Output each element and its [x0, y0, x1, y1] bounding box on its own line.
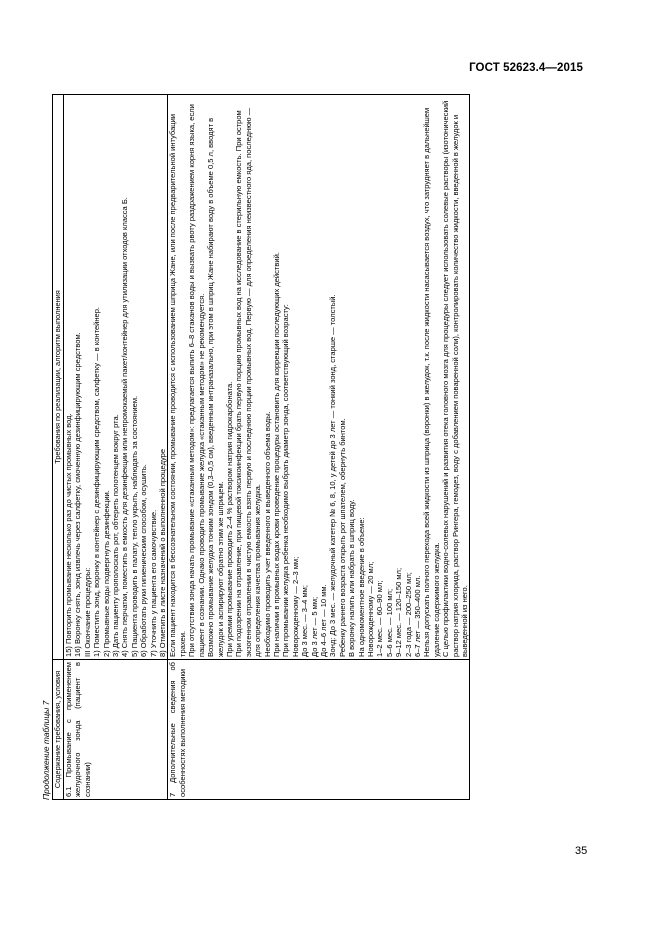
step-line: Новорожденному — 20 мл; [366, 561, 375, 657]
row-condition: 6.1 Промывание с применением желудочного зонда (пациент в сознании) [64, 660, 168, 800]
row-steps [168, 95, 470, 660]
step-line: 16) Воронку снять, зонд извлечь через салфетку, смоченную дезинфицирующим средством. [73, 332, 83, 657]
document-code: ГОСТ 52623.4—2015 [469, 62, 583, 74]
step-line: До 3 лет — 5 мм; [309, 596, 319, 657]
step-line: 9–12 мес. — 120–150 мл; [394, 567, 404, 657]
step-line: Нельзя допускать полного перехода всей жидкости из шприца (воронки) в желудок, т.к. после жидкости насасывается воздух, что затрудняет в дальнейшем удаление содержимого желудка. [422, 107, 441, 657]
step-line: На одномоментное введение в объеме: [356, 517, 366, 657]
table-row [64, 95, 168, 800]
step-line: При промывании желудка ребенка необходимо выбрать диаметр зонда, соответствующий возрасту: [281, 304, 291, 657]
page-number: 35 [575, 845, 588, 857]
step-line: До 4–6 лет — 10 мм. [318, 584, 328, 657]
requirements-table [52, 94, 470, 800]
step-line: С целью профилактики водно-солевых нарушений и развития отека головного мозга для процедуры следует использовать солевые растворы (изотонический раствор натрия хлорида, раствор Рингера, гемодез, воду с добавлением поваренной соли), контролировать количество жидкости, введенной в желудок и выведенной из него. [441, 100, 470, 657]
step-line: При наличии в промывных водах крови проведение процедуры остановить для коррекции последующих действий. [271, 252, 281, 657]
step-line: III Окончание процедуры: [82, 567, 92, 657]
step-line: При уремии промывание проводить 2–4 % раствором натрия гидрокарбоната. [224, 381, 234, 657]
table-row [168, 95, 470, 800]
row-condition: 7 Дополнительные сведения об особенностях выполнения методики [168, 660, 470, 800]
step-line: Новорожденному — 2–3 мм; [290, 556, 300, 657]
header-condition: Содержание требования, условия [53, 660, 64, 800]
step-line: 15) Повторить промывание несколько раз до чистых промывных вод. [64, 413, 73, 657]
step-line: В воронку налить или набрать в шприц воду. [347, 499, 357, 657]
step-line: 1–2 мес. — 60–90 мл; [375, 580, 385, 657]
step-line: 4) Снять перчатки, поместить в емкость для дезинфекции или непромокаемый пакет/контейнер для утилизации отходов класса Б. [120, 197, 130, 657]
step-line: До 3 мес. — 3–4 мм; [300, 585, 310, 657]
step-line: 8) Отметить в листе назначений о выполненной процедуре [158, 448, 168, 657]
step-line: 2–3 года — 200–250 мл; [403, 572, 413, 657]
step-line: Необходимо проводить учет введенного и выведенного объема воды. [262, 411, 272, 657]
header-algorithm: Требования по реализации, алгоритм выполнения [53, 95, 64, 660]
step-line: При подозрении на отравление, при пищевой токсикоинфекции брать первую порцию промывных вод на исследование в стерильную емкость. При остром экзогенном отравлении в чистую емкость взять первую и последнюю порции промывных вод. Первую — для определения неизвестного яда, последнюю — для определения качества промывания желудка. [234, 107, 263, 657]
table-continuation-note: Продолжение таблицы 7 [41, 700, 51, 800]
step-line: 6–7 лет — 350–400 мл. [413, 575, 423, 657]
table-header-row [53, 95, 64, 800]
step-line: 5) Пациента проводить в палату, тепло укрыть, наблюдать за состоянием. [129, 395, 139, 657]
step-line: 2) Промывные воды подвергнуть дезинфекции. [101, 490, 111, 657]
row-steps [64, 95, 168, 660]
step-line: Возможно промывание желудка тонким зондом (0,3–0,5 см), введенным интраназально, при этом в шприц Жане набирают воду в объеме 0,5 л, вводят в желудок и аспирируют обратно этим же шприцем. [206, 117, 225, 657]
step-line: 6) Обработать руки гигиеническим способом, осушить. [139, 464, 149, 657]
step-line: 3) Дать пациенту прополоскать рот, обтереть полотенцем вокруг рта. [111, 414, 121, 657]
rotated-table-page [40, 90, 595, 800]
step-line: Зонд: До 3 мес. — желудочный катетер № 6, 8, 10, у детей до 3 лет — тонкий зонд, старше — толстый. [328, 294, 338, 657]
step-line: 7) Уточнить у пациента его самочувствие. [148, 509, 158, 657]
step-line: Если пациент находится в бессознательном состоянии, промывание проводится с использованием шприца Жане, или после предварительной интубации трахеи. [168, 113, 187, 657]
step-line: 1) Поместить зонд, воронку в контейнер с дезинфицирующим средством, салфетку — в контейнер. [92, 306, 102, 657]
step-line: 5–6 мес. — 100 мл; [384, 588, 394, 657]
step-line: При отсутствии зонда начать промывание «стаканным методом»: предлагается выпить 6–8 стаканов воды и вызвать рвоту раздражением корня языка, если пациент в сознании. Однако проводить промывание желудка «стаканным методом» не рекомендуется. [187, 104, 206, 657]
step-line: Ребенку раннего возраста открыть рот шпателем, обернуть бинтом. [337, 418, 347, 657]
